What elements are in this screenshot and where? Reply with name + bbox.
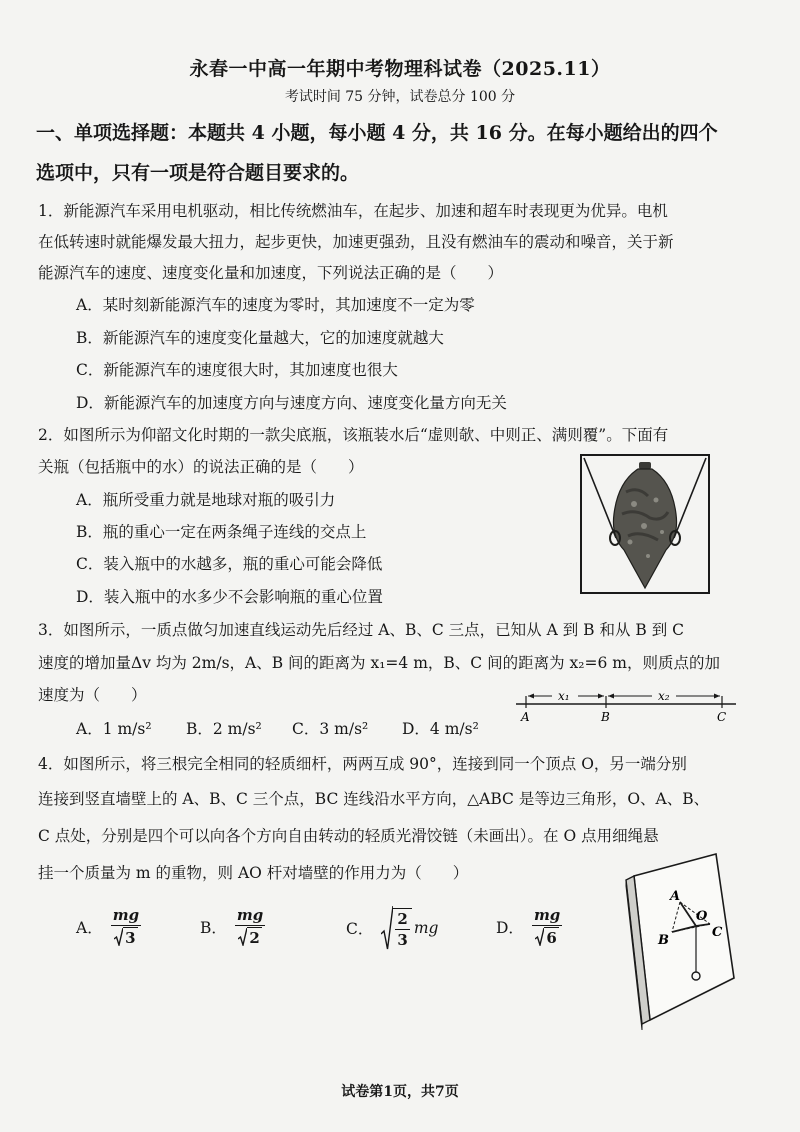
q4-option-c	[346, 906, 438, 950]
q4-stem-line2: 连接到竖直墙壁上的 A、B、C 三个点，BC 连线沿水平方向，△ABC 是等边三角形，O、A、B、	[38, 790, 710, 808]
q4-option-b	[200, 906, 265, 947]
q1-option-c: C．新能源汽车的速度很大时，其加速度也很大	[76, 361, 398, 379]
q3-stem-line2: 速度的增加量Δv 均为 2m/s，A、B 间的距离为 x₁=4 m，B、C 间的距离为 x₂=6 m，则质点的加	[38, 654, 720, 672]
q4-option-b-label: B．	[200, 918, 227, 937]
q4-option-d-radicand: 6	[546, 929, 557, 947]
q1-option-b: B．新能源汽车的速度变化量越大，它的加速度就越大	[76, 329, 444, 347]
radical-icon	[535, 928, 544, 946]
q4-option-d-numerator: mg	[533, 906, 561, 924]
q3-option-c: C．3 m/s²	[292, 720, 369, 738]
q4-option-a	[76, 906, 141, 947]
q4-option-b-numerator: mg	[236, 906, 264, 924]
right-rope	[674, 458, 706, 538]
q4-option-d-label: D．	[496, 918, 524, 937]
point-a-label: A	[521, 710, 530, 724]
radical-icon	[381, 906, 393, 950]
seg2-label: x₂	[658, 689, 670, 703]
q4-option-b-sqrt	[238, 926, 261, 947]
q4-option-c-label: C．	[346, 920, 374, 938]
q4-option-a-label: A．	[76, 918, 103, 937]
q3-option-d: D．4 m/s²	[402, 720, 479, 738]
q1-stem-line3: 能源汽车的速度、速度变化量和加速度，下列说法正确的是（ ）	[38, 264, 504, 282]
line-segment-figure	[512, 684, 740, 724]
q4-stem-line4: 挂一个质量为 m 的重物，则 AO 杆对墙壁的作用力为（ ）	[38, 864, 469, 882]
q4-option-b-radicand: 2	[249, 929, 260, 947]
q4-stem-line1: 4．如图所示，将三根完全相同的轻质细杆，两两互成 90°，连接到同一个顶点 O，另一端分别	[38, 755, 687, 773]
q2-option-b: B．瓶的重心一定在两条绳子连线的交点上	[76, 523, 367, 541]
q4-stem-line3: C 点处，分别是四个可以向各个方向自由转动的轻质光滑饺链（未画出）。在 O 点用细绳悬	[38, 827, 659, 845]
fig-point-c: C	[712, 925, 723, 940]
q4-option-c-sqrt	[381, 906, 411, 950]
section-heading-line2: 选项中，只有一项是符合题目要求的。	[36, 162, 360, 184]
vase-figure	[578, 452, 712, 596]
point-c-label: C	[717, 710, 727, 724]
q4-option-a-numerator: mg	[112, 906, 140, 924]
wall-rods-figure	[624, 852, 748, 1034]
q3-option-b: B．2 m/s²	[186, 720, 262, 738]
q1-option-d: D．新能源汽车的加速度方向与速度方向、速度变化量方向无关	[76, 394, 507, 412]
q4-option-d	[496, 906, 562, 947]
q4-option-d-sqrt	[535, 926, 558, 947]
left-rope	[584, 458, 616, 538]
q4-option-c-fraction	[393, 908, 411, 949]
point-b-label: B	[601, 710, 610, 724]
q2-option-c: C．装入瓶中的水越多，瓶的重心可能会降低	[76, 555, 383, 573]
q1-stem-line2: 在低转速时就能爆发最大扭力，起步更快，加速更强劲，且没有燃油车的震动和噪音，关于新	[38, 233, 674, 251]
q3-option-a: A．1 m/s²	[76, 720, 152, 738]
exam-subtitle: 考试时间 75 分钟，试卷总分 100 分	[284, 89, 516, 105]
exam-title: 永春一中高一年期中考物理科试卷（2025.11）	[189, 58, 611, 80]
q4-option-c-tail: mg	[413, 919, 439, 937]
q1-option-a: A．某时刻新能源汽车的速度为零时，其加速度不一定为零	[76, 296, 475, 314]
q1-stem-line1: 1．新能源汽车采用电机驱动，相比传统燃油车，在起步、加速和超车时表现更为优异。电机	[38, 202, 668, 220]
q3-stem-line3: 速度为（ ）	[38, 686, 147, 704]
fig-point-b: B	[658, 933, 669, 948]
q4-option-c-denominator: 3	[397, 930, 408, 949]
radical-icon	[238, 928, 247, 946]
q2-option-d: D．装入瓶中的水多少不会影响瓶的重心位置	[76, 588, 383, 606]
q2-stem-line2: 关瓶（包括瓶中的水）的说法正确的是（ ）	[38, 458, 364, 476]
weight-icon	[692, 972, 700, 980]
q4-option-c-numerator: 2	[397, 909, 408, 928]
q4-option-b-fraction	[235, 906, 265, 947]
fig-point-o: O	[696, 909, 708, 924]
q4-option-a-sqrt	[114, 926, 137, 947]
q2-option-a: A．瓶所受重力就是地球对瓶的吸引力	[76, 491, 336, 509]
q2-stem-line1: 2．如图所示为仰韶文化时期的一款尖底瓶，该瓶装水后“虚则欹、中则正、满则覆”。下面有	[38, 426, 669, 444]
q3-stem-line1: 3．如图所示，一质点做匀加速直线运动先后经过 A、B、C 三点，已知从 A 到 B 和从 B 到 C	[38, 621, 684, 639]
q4-option-d-fraction	[532, 906, 562, 947]
q4-option-a-fraction	[111, 906, 141, 947]
q4-option-a-radicand: 3	[125, 929, 136, 947]
section-heading-line1: 一、单项选择题：本题共 4 小题，每小题 4 分，共 16 分。在每小题给出的四个	[36, 122, 718, 144]
seg1-label: x₁	[558, 689, 570, 703]
vase-icon	[610, 462, 680, 588]
page-number: 试卷第1页，共7页	[341, 1084, 459, 1100]
fig-point-a: A	[670, 889, 681, 904]
radical-icon	[114, 928, 123, 946]
